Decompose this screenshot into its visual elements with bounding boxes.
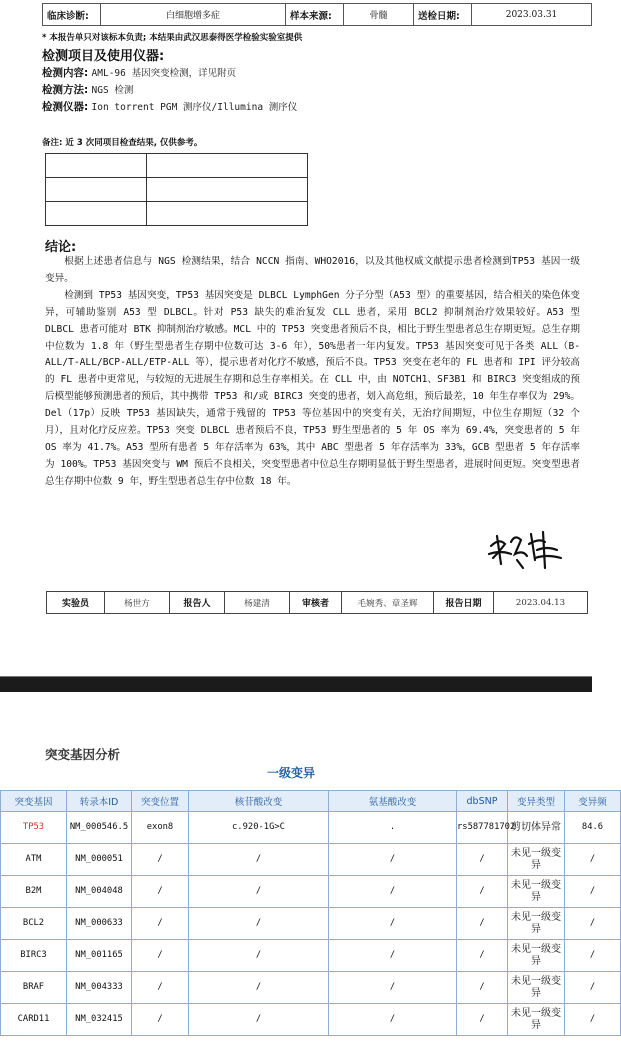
col-amino: 氨基酸改变	[329, 791, 457, 812]
handwritten-signature	[485, 524, 565, 574]
dbsnp-id: /	[457, 844, 508, 876]
page-separator	[0, 676, 592, 692]
mutation-table-header	[1, 791, 621, 812]
patient-info-table	[42, 3, 592, 26]
conclusion-paragraph: 根据上述患者信息与 NGS 检测结果，结合 NCCN 指南、WHO2016，以及其他权威文献提示患者检测到TP53 基因一级变异。	[45, 256, 580, 284]
test-section-title: 检测项目及使用仪器:	[42, 49, 165, 64]
dbsnp-id: rs587781702	[457, 812, 508, 844]
variant-type: 未见一级变异	[508, 1004, 565, 1036]
reporter-label: 报告人	[170, 592, 225, 614]
test-content-label: 检测内容:	[42, 67, 89, 79]
variant-type: 未见一级变异	[508, 876, 565, 908]
tier1-subtitle-text: 一级变异	[266, 766, 315, 780]
history-row	[46, 178, 308, 202]
variant-type: 未见一级变异	[508, 908, 565, 940]
mutation-analysis-title: 突变基因分析	[45, 747, 121, 762]
gene-name: CARD11	[1, 1004, 67, 1036]
gene-name: ATM	[1, 844, 67, 876]
report-date-label: 报告日期	[434, 592, 494, 614]
tier1-subtitle	[0, 764, 592, 781]
test-method-value: NGS 检测	[91, 85, 134, 96]
test-method-label: 检测方法:	[42, 84, 89, 96]
test-method-line	[42, 82, 133, 97]
gene-name: BCL2	[1, 908, 67, 940]
nucleotide-change: c.920-1G>C	[189, 812, 329, 844]
test-content-value: AML-96 基因突变检测，详见附页	[91, 68, 237, 79]
tester-value: 杨世方	[105, 592, 170, 614]
info-row	[43, 4, 592, 26]
mutation-position: /	[132, 940, 189, 972]
transcript-id: NM_001165	[67, 940, 132, 972]
reporter-value: 杨建清	[225, 592, 290, 614]
table-row	[1, 972, 621, 1004]
report-notice: * 本报告单只对该标本负责; 本结果由武汉思泰得医学检验实验室提供	[42, 33, 303, 43]
mutation-position: /	[132, 972, 189, 1004]
nucleotide-change: /	[189, 972, 329, 1004]
table-row	[1, 812, 621, 844]
amino-change: /	[329, 1004, 457, 1036]
nucleotide-change: /	[189, 908, 329, 940]
transcript-id: NM_004333	[67, 972, 132, 1004]
mutation-position: /	[132, 1004, 189, 1036]
amino-change: /	[329, 972, 457, 1004]
transcript-id: NM_004048	[67, 876, 132, 908]
variant-frequency: /	[565, 908, 621, 940]
diagnosis-label: 临床诊断:	[43, 4, 101, 26]
transcript-id: NM_032415	[67, 1004, 132, 1036]
table-row	[1, 876, 621, 908]
gene-name: B2M	[1, 876, 67, 908]
transcript-id: NM_000546.5	[67, 812, 132, 844]
col-transcript: 转录本ID	[67, 791, 132, 812]
col-type: 变异类型	[508, 791, 565, 812]
history-row	[46, 154, 308, 178]
history-results-table	[45, 153, 308, 226]
test-instrument-label: 检测仪器:	[42, 101, 89, 113]
variant-frequency: 84.6	[565, 812, 621, 844]
mutation-position: /	[132, 876, 189, 908]
variant-frequency: /	[565, 844, 621, 876]
variant-type: 未见一级变异	[508, 844, 565, 876]
dbsnp-id: /	[457, 908, 508, 940]
report-page-2	[0, 692, 607, 1041]
reviewer-value: 毛婉秀、章圣辉	[342, 592, 434, 614]
tester-label: 实验员	[47, 592, 105, 614]
gene-name: BIRC3	[1, 940, 67, 972]
amino-change: .	[329, 812, 457, 844]
variant-frequency: /	[565, 876, 621, 908]
variant-type: 剪切体异常	[508, 812, 565, 844]
conclusion-title: 结论:	[45, 240, 77, 255]
report-date-value: 2023.04.13	[494, 592, 588, 614]
gene-name: TP53	[1, 812, 67, 844]
nucleotide-change: /	[189, 844, 329, 876]
dbsnp-id: /	[457, 1004, 508, 1036]
date-label: 送检日期:	[414, 4, 472, 26]
table-row	[1, 940, 621, 972]
col-gene: 突变基因	[1, 791, 67, 812]
variant-type: 未见一级变异	[508, 972, 565, 1004]
col-nucleotide: 核苷酸改变	[189, 791, 329, 812]
amino-change: /	[329, 876, 457, 908]
mutation-position: /	[132, 908, 189, 940]
date-value: 2023.03.31	[472, 4, 592, 26]
history-remark: 备注: 近 3 次同项目检查结果, 仅供参考。	[42, 138, 203, 148]
col-frequency: 变异频	[565, 791, 621, 812]
diagnosis-value: 白细胞增多症	[101, 4, 286, 26]
nucleotide-change: /	[189, 876, 329, 908]
test-instrument-value: Ion torrent PGM 测序仪/Illumina 测序仪	[91, 102, 298, 113]
table-row	[1, 844, 621, 876]
reviewer-label: 审核者	[290, 592, 342, 614]
col-position: 突变位置	[132, 791, 189, 812]
conclusion-paragraph: 检测到 TP53 基因突变，TP53 基因突变是 DLBCL LymphGen 分子分型（A53 型）的重要基因，结合相关的染色体变异，可辅助鉴别 A53 型 DLBCL。针对 P53 缺失的难治复发 CLL 患者，采用 BCL2 抑制剂治疗效果较好。A53 型 DLBCL 患者可能对 BTK 抑制剂治疗敏感。MCL 中的 TP53 突变患者预后不良，相比于野生型患者总生存期更短。总生存期中位数为 1.8 年（野生型患者生存期中位数可达 3-6 年），50%患者一年内复发。TP53 基因突变可见于各类 ALL（B-ALL/T-ALL/BCP-ALL/ETP-ALL 等），提示患者对化疗不敏感，预后不良。TP53 突变在老年的 FL 患者和 IPI 评分较高的 FL 患者中更常见，与较短的无进展生存期和总生存率相关。在 CLL 中，由 NOTCH1、SF3B1 和 BIRC3 突变组成的预后模型能够预测患者的预后，其中携带 TP53 和/或 BIRC3 突变的患者，划入高危组，预后最差，10 年生存率仅为 29%。Del（17p）反映 TP53 基因缺失，通常于残留的 TP53 等位基因中的突变有关，无治疗间期短，中位生存期短（32 个月），且对化疗反应差。TP53 突变 DLBCL 患者预后不良，TP53 野生型患者的 5 年 OS 率为 69.4%，突变患者的 5 年 OS 率为 41.7%。A53 型所有患者 5 年存活率为 63%，其中 ABC 型患者 5 年存活率为 33%，GCB 型患者 5 年存活率为 100%。TP53 基因突变与 WM 预后不良相关，突变型患者中位总生存期明显低于野生型患者，进展时间更短。突变型患者总生存期中位数 9 年，野生型患者总生存中位数 18 年。	[45, 289, 580, 487]
variant-type: 未见一级变异	[508, 940, 565, 972]
table-row	[1, 908, 621, 940]
nucleotide-change: /	[189, 1004, 329, 1036]
variant-frequency: /	[565, 972, 621, 1004]
dbsnp-id: /	[457, 972, 508, 1004]
test-instrument-line	[42, 99, 297, 114]
test-content-line	[42, 65, 236, 80]
amino-change: /	[329, 908, 457, 940]
table-row	[1, 1004, 621, 1036]
variant-frequency: /	[565, 940, 621, 972]
dbsnp-id: /	[457, 876, 508, 908]
amino-change: /	[329, 940, 457, 972]
nucleotide-change: /	[189, 940, 329, 972]
staff-table	[46, 591, 588, 614]
conclusion-body	[45, 254, 580, 491]
sample-label: 样本来源:	[286, 4, 344, 26]
sample-value: 骨髓	[344, 4, 414, 26]
variant-frequency: /	[565, 1004, 621, 1036]
transcript-id: NM_000633	[67, 908, 132, 940]
amino-change: /	[329, 844, 457, 876]
staff-row	[47, 592, 588, 614]
mutation-table	[0, 790, 621, 1036]
transcript-id: NM_000051	[67, 844, 132, 876]
mutation-position: /	[132, 844, 189, 876]
col-dbsnp: dbSNP	[457, 791, 508, 812]
dbsnp-id: /	[457, 940, 508, 972]
gene-name: BRAF	[1, 972, 67, 1004]
mutation-position: exon8	[132, 812, 189, 844]
history-row	[46, 202, 308, 226]
